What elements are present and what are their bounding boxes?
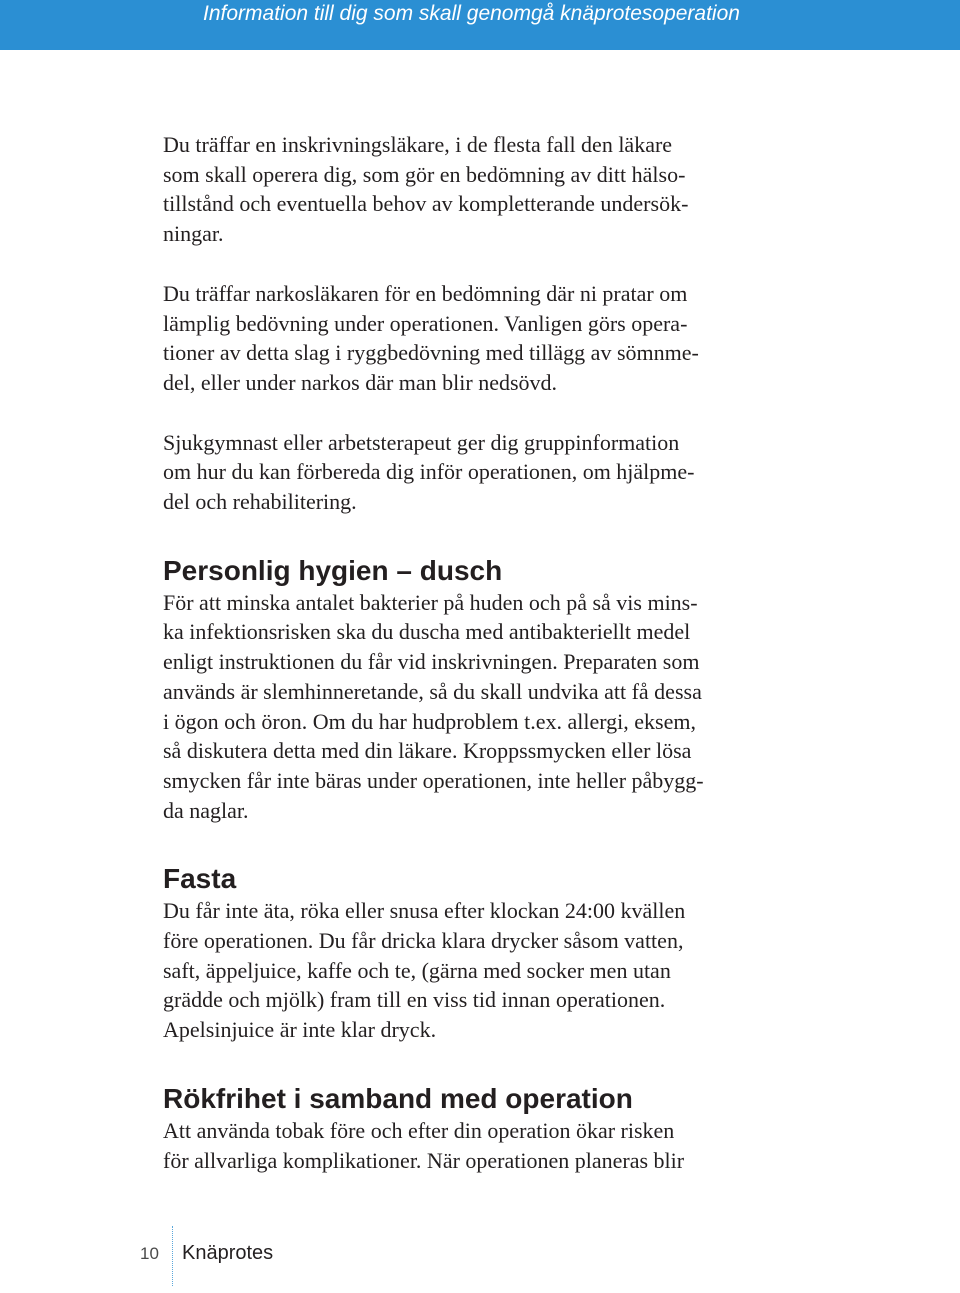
- paragraph-smoking: [163, 1116, 803, 1175]
- footer-label: Knäprotes: [182, 1242, 274, 1264]
- paragraph-hygiene: [163, 588, 803, 826]
- text-line: som skall operera dig, som gör en bedömning av ditt hälso-: [163, 161, 686, 187]
- text-line: i ögon och öron. Om du har hudproblem t.ex. allergi, eksem,: [163, 708, 696, 734]
- paragraph-inskrivning: [163, 130, 803, 249]
- text-line: Du får inte äta, röka eller snusa efter klockan 24:00 kvällen: [163, 898, 686, 924]
- footer-divider: [172, 1226, 173, 1286]
- text-line: lämplig bedövning under operationen. Vanligen görs opera-: [163, 310, 688, 336]
- text-line: grädde och mjölk) fram till en viss tid innan operationen.: [163, 987, 666, 1013]
- heading-smoking: Rökfrihet i samband med operation: [163, 1082, 633, 1114]
- page-content: [163, 130, 803, 1175]
- paragraph-fasta: [163, 896, 803, 1045]
- text-line: om hur du kan förbereda dig inför operationen, om hjälpme-: [163, 459, 695, 485]
- page-number: 10: [140, 1244, 159, 1263]
- heading-fasta: Fasta: [163, 863, 237, 895]
- text-line: Apelsinjuice är inte klar dryck.: [163, 1017, 437, 1043]
- paragraph-narkos: [163, 279, 803, 398]
- paragraph-sjukgymnast: [163, 428, 803, 517]
- text-line: del, eller under narkos där man blir nedsövd.: [163, 369, 558, 395]
- text-line: För att minska antalet bakterier på huden och på så vis mins-: [163, 589, 698, 615]
- text-line: del och rehabilitering.: [163, 489, 357, 515]
- header-banner: [0, 0, 960, 50]
- text-line: saft, äppeljuice, kaffe och te, (gärna med socker men utan: [163, 957, 671, 983]
- text-line: ningar.: [163, 221, 224, 247]
- text-line: Sjukgymnast eller arbetsterapeut ger dig gruppinformation: [163, 429, 680, 455]
- text-line: tillstånd och eventuella behov av kompletterande undersök-: [163, 191, 689, 217]
- text-line: smycken får inte bäras under operationen, inte heller påbygg-: [163, 767, 704, 793]
- text-line: för allvarliga komplikationer. När operationen planeras blir: [163, 1147, 685, 1173]
- text-line: Att använda tobak före och efter din operation ökar risken: [163, 1117, 675, 1143]
- text-line: da naglar.: [163, 797, 249, 823]
- text-line: ka infektionsrisken ska du duscha med antibakteriellt medel: [163, 619, 691, 645]
- text-line: enligt instruktionen du får vid inskrivningen. Preparaten som: [163, 649, 700, 675]
- text-line: Du träffar narkosläkaren för en bedömning där ni pratar om: [163, 280, 688, 306]
- text-line: så diskutera detta med din läkare. Kroppssmycken eller lösa: [163, 738, 692, 764]
- text-line: före operationen. Du får dricka klara drycker såsom vatten,: [163, 928, 684, 954]
- document-title: Information till dig som skall genomgå knäprotesoperation: [203, 2, 740, 25]
- text-line: tioner av detta slag i ryggbedövning med tillägg av sömnme-: [163, 340, 699, 366]
- text-line: används är slemhinneretande, så du skall undvika att få dessa: [163, 678, 702, 704]
- heading-hygiene: Personlig hygien – dusch: [163, 554, 503, 586]
- text-line: Du träffar en inskrivningsläkare, i de flesta fall den läkare: [163, 132, 673, 157]
